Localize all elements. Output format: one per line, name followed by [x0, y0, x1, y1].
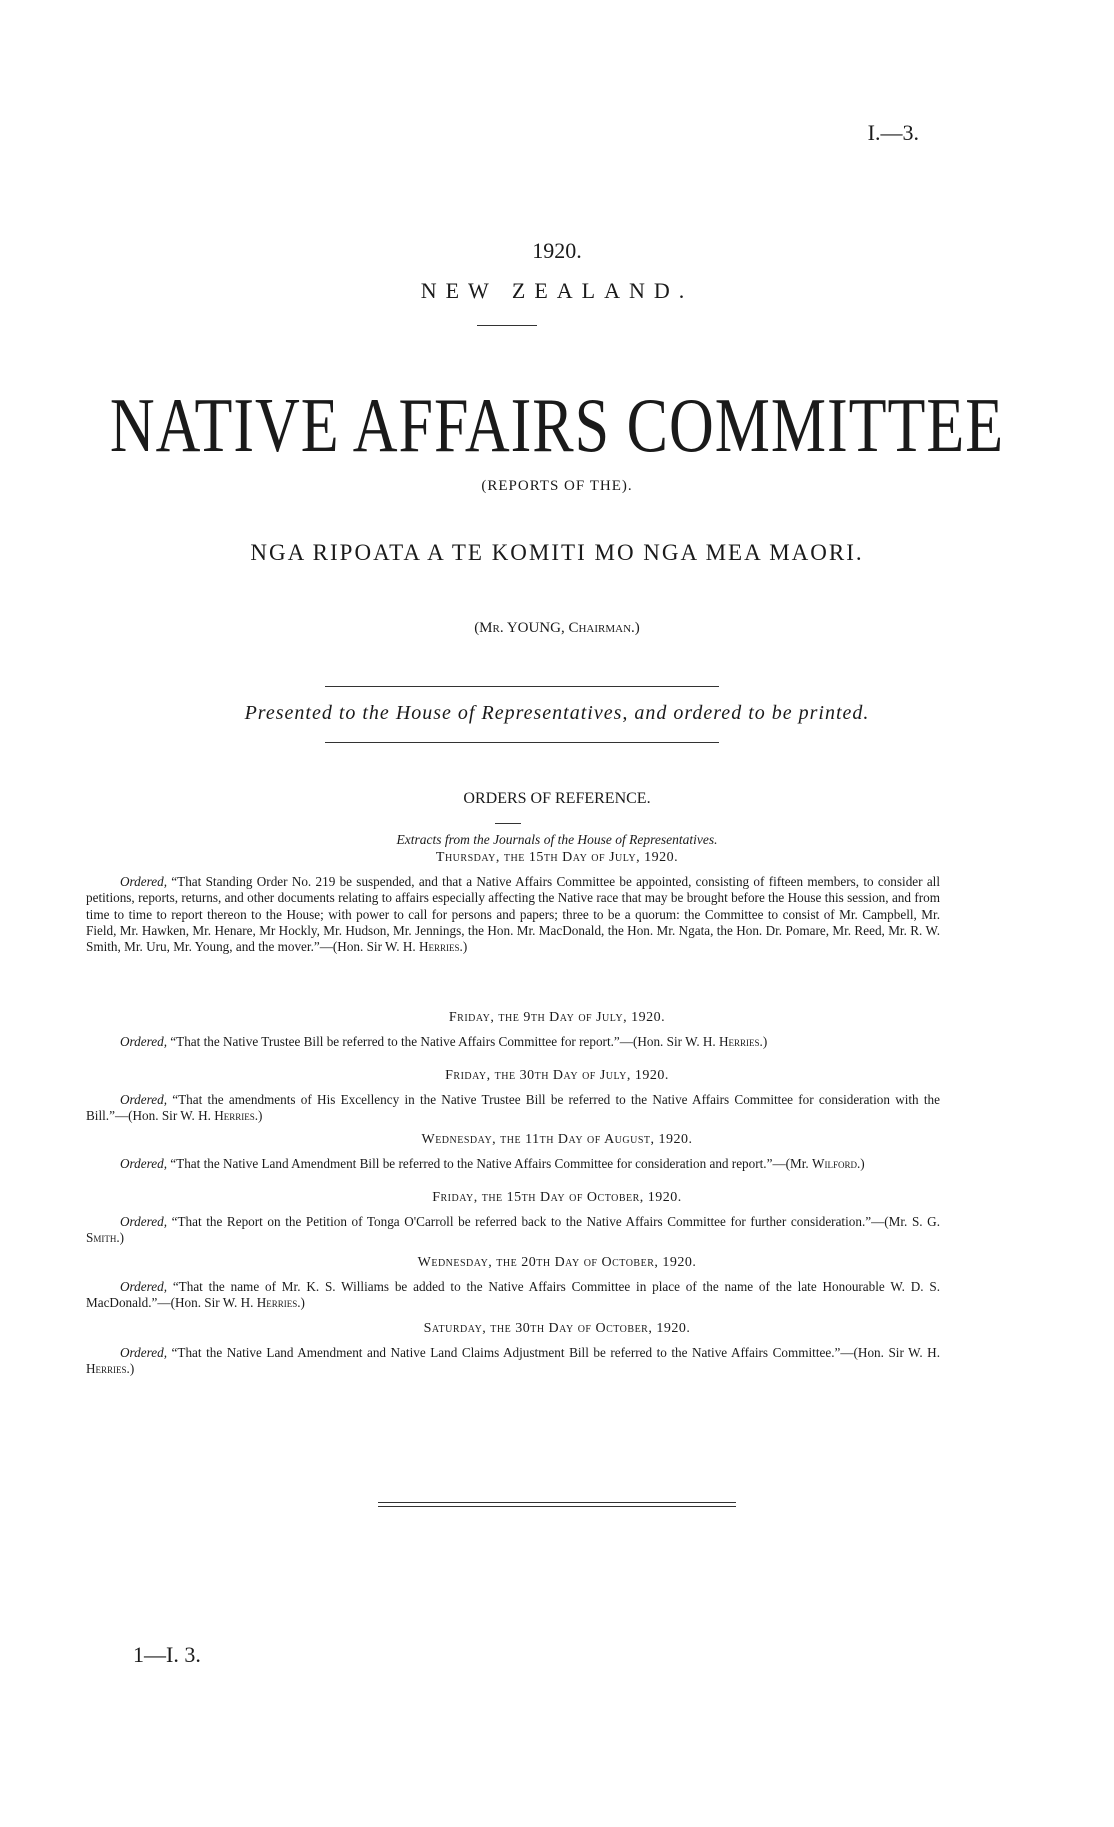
- ordered-label: Ordered,: [120, 1214, 167, 1229]
- divider-2: [325, 742, 719, 743]
- order-date: Wednesday, the 20th Day of October, 1920.: [417, 1255, 697, 1270]
- ordered-label: Ordered,: [120, 1345, 167, 1360]
- order-mover: Herries.): [256, 1295, 305, 1311]
- divider-1: [325, 686, 719, 687]
- order-mover: Herries.): [719, 1034, 768, 1049]
- closing-rule-top: [378, 1502, 736, 1503]
- order-mover: Smith.): [86, 1230, 125, 1246]
- order-mover: Herries.): [86, 1361, 135, 1377]
- order-text: [86, 1214, 940, 1247]
- order-body: “That the name of Mr. K. S. Williams be added to the Native Affairs Committee in place of the name of the late Honourable W. D. S. MacDonald.”—(Hon. Sir W. H.: [86, 1279, 940, 1311]
- chair-title: Chairman.): [568, 620, 640, 636]
- ordered-label: Ordered,: [120, 1034, 167, 1049]
- chair-name: YOUNG,: [506, 620, 565, 636]
- order-text: [86, 874, 940, 955]
- order-mover: Wilford.): [812, 1156, 865, 1171]
- order-mover: Herries.): [419, 939, 468, 955]
- orders-heading: ORDERS OF REFERENCE.: [463, 790, 651, 807]
- divider-short: [477, 325, 537, 326]
- order-text: [86, 1092, 940, 1125]
- order-body: “That the Native Land Amendment and Native Land Claims Adjustment Bill be referred to the Native Affairs Committee.”—(Hon. Sir W. H.: [171, 1345, 940, 1360]
- order-date: Saturday, the 30th Day of October, 1920.: [423, 1321, 691, 1336]
- ordered-label: Ordered,: [120, 1092, 167, 1107]
- order-date: Friday, the 9th Day of July, 1920.: [448, 1010, 666, 1025]
- order-text: [86, 1156, 940, 1172]
- presented-line: Presented to the House of Representatives, and ordered to be printed.: [244, 702, 870, 724]
- ordered-label: Ordered,: [120, 1156, 167, 1171]
- order-body: “That Standing Order No. 219 be suspended, and that a Native Affairs Committee be appointed, consisting of fifteen members, to consider all petitions, reports, returns, and other documents relating to affairs especially affecting the Native race that may be brought before the House this session, and from time to time to report thereon to the House; with power to call for persons and papers; three to be a quorum: the Committee to consist of Mr. Campbell, Mr. Field, Mr. Hawken, Mr. Henare, Mr Hockly, Mr. Hudson, Mr. Jennings, the Hon. Mr. MacDonald, the Hon. Mr. Ngata, the Hon. Dr. Pomare, Mr. Reed, Mr. R. W. Smith, Mr. Uru, Mr. Young, and the mover.”—(Hon. Sir W. H.: [86, 874, 941, 955]
- sheet-code: 1—I. 3.: [133, 1642, 201, 1667]
- order-date: Friday, the 30th Day of July, 1920.: [445, 1068, 669, 1083]
- ordered-label: Ordered,: [120, 1279, 167, 1294]
- order-body: “That the amendments of His Excellency in the Native Trustee Bill be referred to the Native Affairs Committee for consideration with the Bill.”—(Hon. Sir W. H.: [86, 1092, 941, 1124]
- order-text: [86, 1279, 940, 1312]
- order-text: [86, 1034, 940, 1050]
- year: 1920.: [532, 238, 582, 263]
- order-body: “That the Native Trustee Bill be referred to the Native Affairs Committee for report.”—(Hon. Sir W. H.: [170, 1034, 716, 1049]
- chair-prefix: (Mr.: [474, 620, 504, 636]
- order-date: Friday, the 15th Day of October, 1920.: [432, 1190, 682, 1205]
- divider-orders: [495, 823, 521, 824]
- main-title: NATIVE AFFAIRS COMMITTEE: [109, 383, 1005, 469]
- page-code: I.—3.: [867, 120, 919, 145]
- chairman-line: [0, 620, 1114, 637]
- order-text: [86, 1345, 940, 1378]
- ordered-label: Ordered,: [120, 874, 167, 889]
- country: NEW ZEALAND.: [420, 278, 694, 303]
- closing-rule-bottom: [378, 1506, 736, 1507]
- order-body: “That the Report on the Petition of Tonga O'Carroll be referred back to the Native Affairs Committee for further consideration.”—(Mr. S. G.: [171, 1214, 941, 1229]
- order-date: Thursday, the 15th Day of July, 1920.: [435, 850, 679, 865]
- order-mover: Herries.): [214, 1108, 263, 1124]
- maori-title: NGA RIPOATA A TE KOMITI MO NGA MEA MAORI.: [250, 540, 864, 565]
- subtitle: (REPORTS OF THE).: [481, 478, 633, 494]
- order-date: Wednesday, the 11th Day of August, 1920.: [421, 1132, 693, 1147]
- extracts-line: Extracts from the Journals of the House of Representatives.: [396, 832, 718, 847]
- order-body: “That the Native Land Amendment Bill be referred to the Native Affairs Committee for consideration and report.”—(Mr.: [170, 1156, 809, 1171]
